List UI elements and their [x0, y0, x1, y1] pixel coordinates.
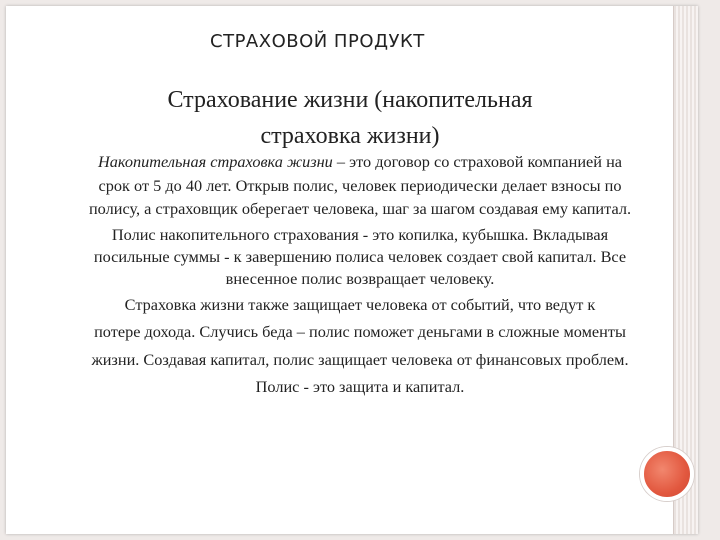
- paragraph-1-line-1-rest: – это договор со страховой компанией на: [332, 152, 623, 171]
- paragraph-3-line-3: жизни. Создавая капитал, полис защищает человека от финансовых проблем.: [91, 350, 629, 369]
- paragraph-1-line-2: срок от 5 до 40 лет. Открыв полис, человек периодически делает взносы по: [98, 176, 622, 195]
- paragraph-2-line-1: Полис накопительного страхования - это копилка, кубышка. Вкладывая: [111, 225, 609, 244]
- paragraph-4-line-1: Полис - это защита и капитал.: [255, 377, 465, 396]
- paragraph-3-line-2: потере дохода. Случись беда – полис поможет деньгами в сложные моменты: [94, 322, 626, 341]
- paragraph-2-line-2: посильные суммы - к завершению полиса человек создает свой капитал. Все: [93, 247, 627, 266]
- subtitle-line-2: страховка жизни): [260, 123, 440, 149]
- slide-title: СТРАХОВОЙ ПРОДУКТ: [210, 31, 425, 52]
- slide-subtitle: [110, 82, 590, 154]
- paragraph-1-line-3: полису, а страховщик оберегает человека, шаг за шагом создавая ему капитал.: [88, 199, 632, 218]
- decorative-circle: [640, 447, 694, 501]
- paragraph-3-line-1: Страховка жизни также защищает человека от событий, что ведут к: [124, 295, 596, 314]
- subtitle-line-1: Страхование жизни (накопительная: [167, 87, 533, 113]
- paragraph-2-line-3: внесенное полис возвращает человеку.: [225, 269, 495, 288]
- paragraph-1-line-1: [60, 152, 660, 172]
- term-emphasis: Накопительная страховка жизни: [97, 152, 333, 171]
